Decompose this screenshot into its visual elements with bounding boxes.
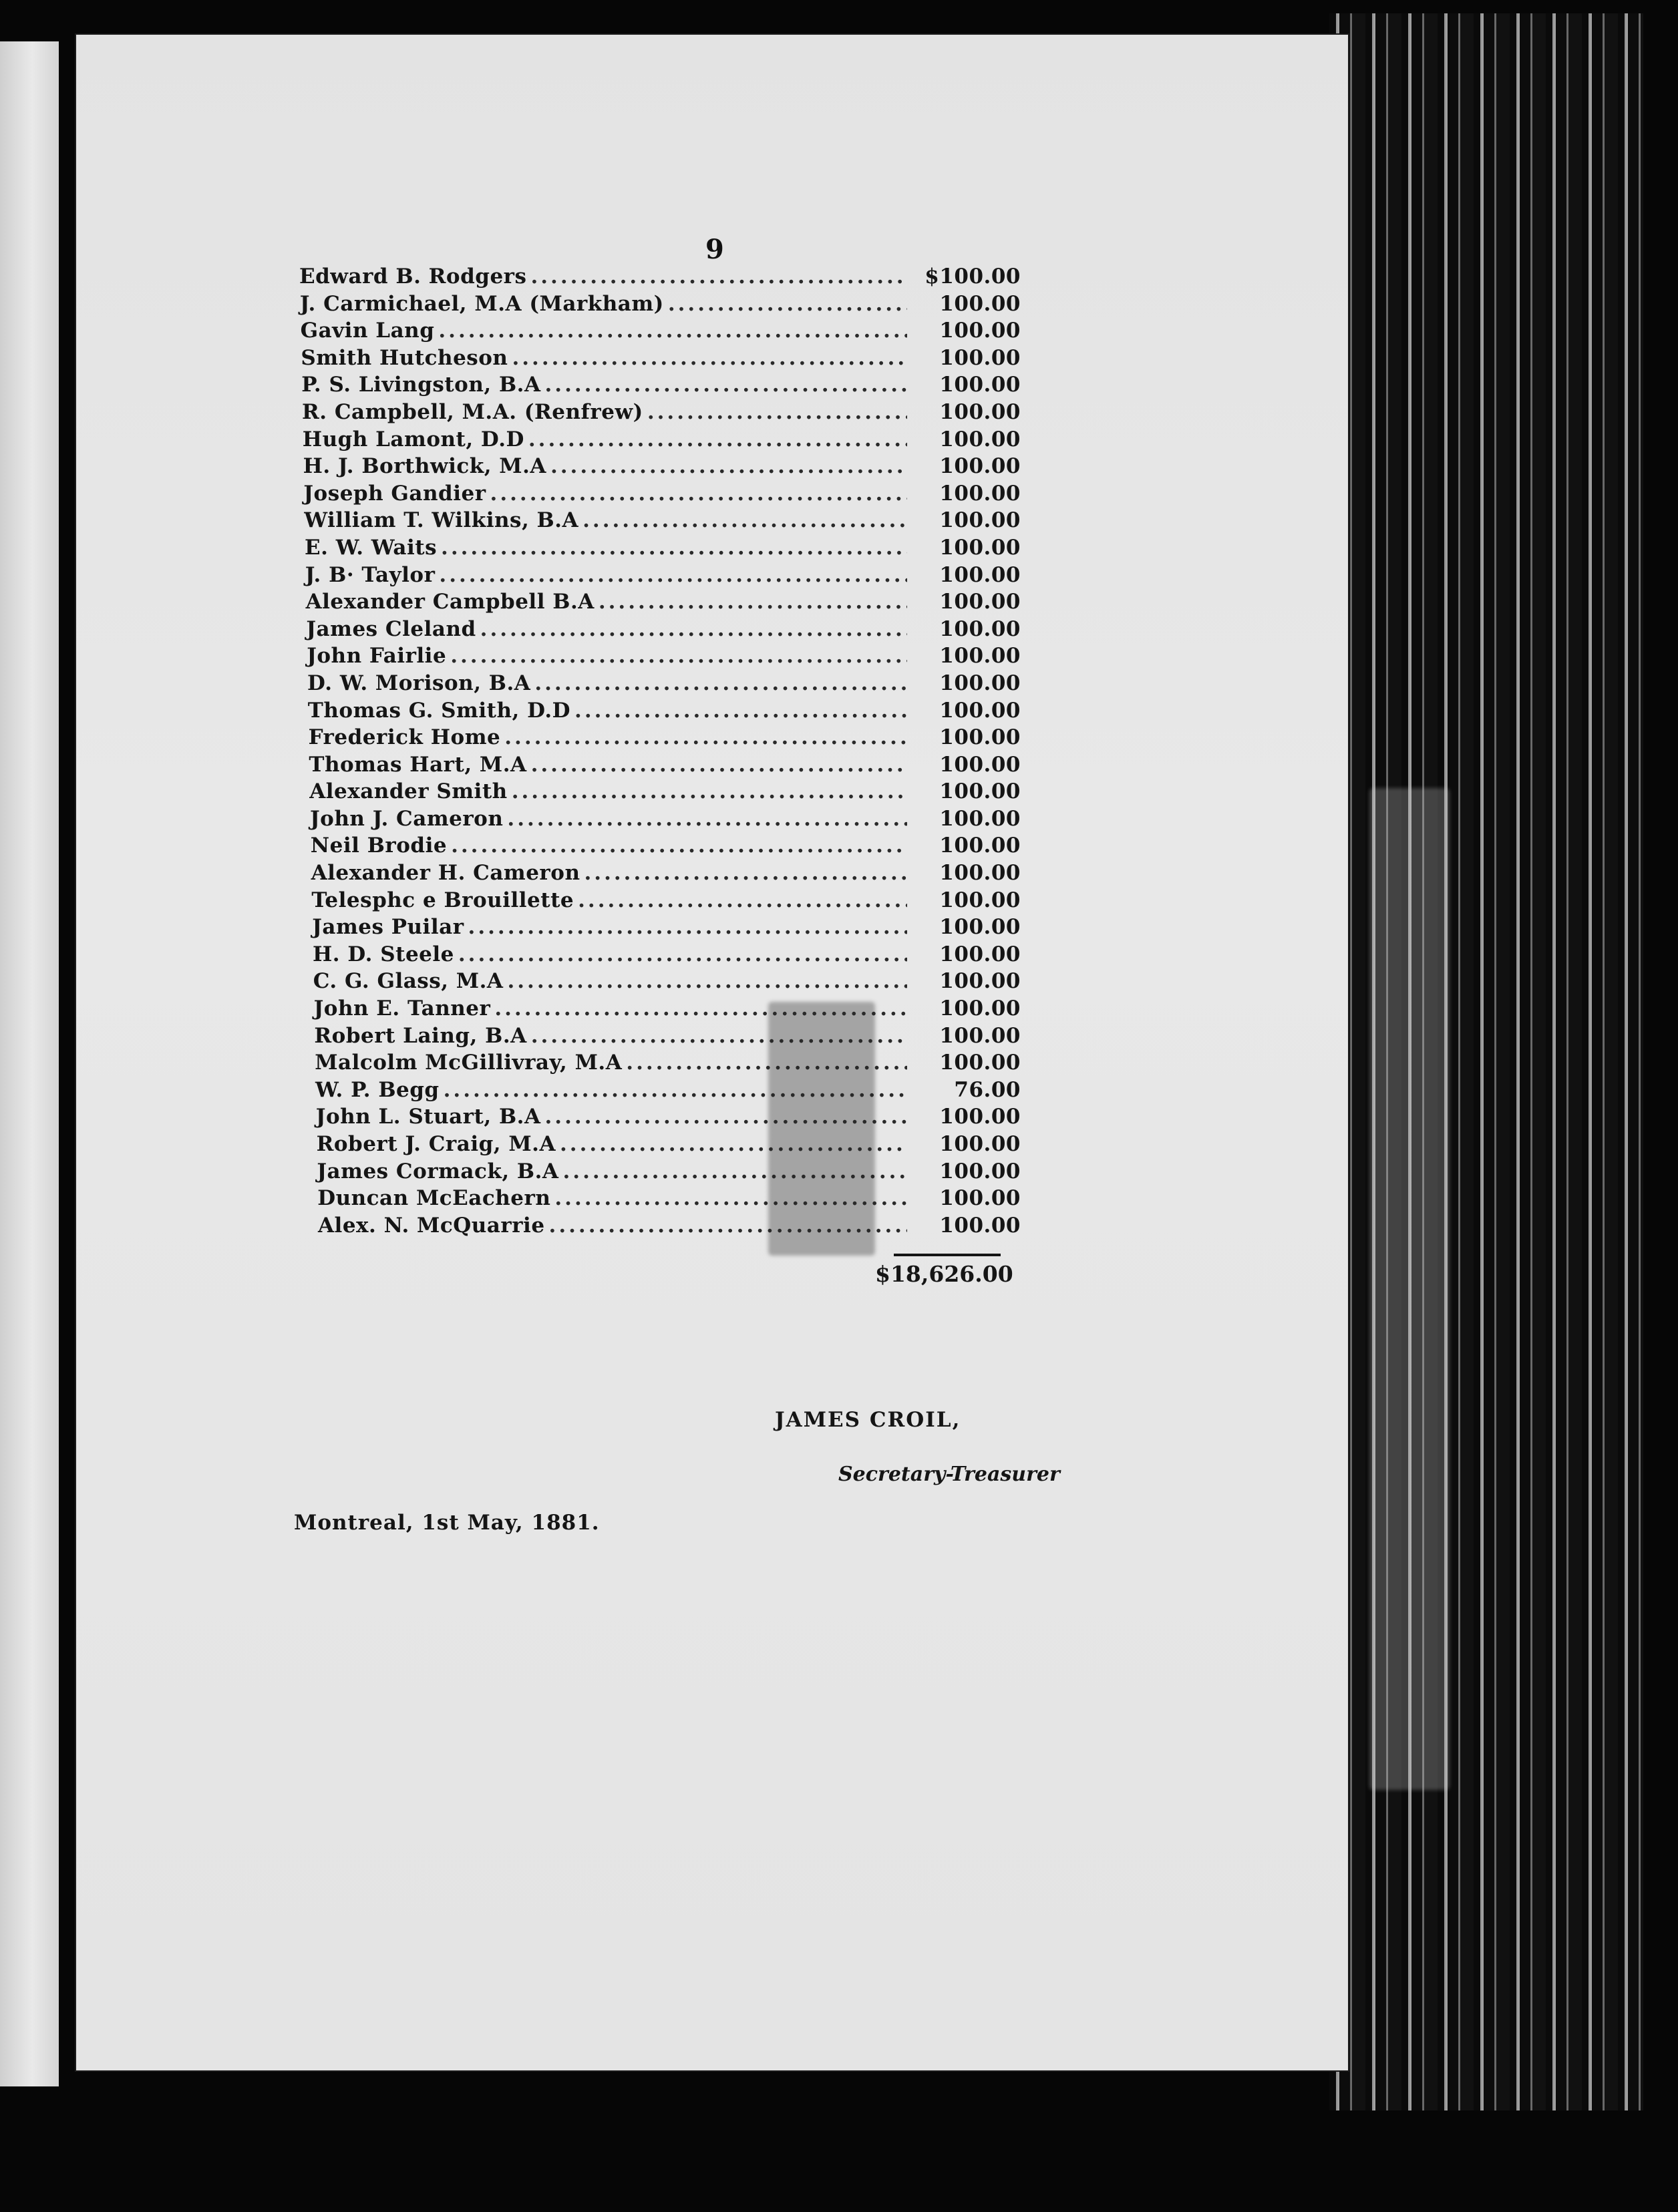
subscription-amount: 100.00 (939, 616, 1021, 641)
list-item (312, 915, 1021, 942)
subscription-amount: 100.00 (939, 373, 1021, 397)
dot-leader (439, 563, 907, 587)
dot-leader (490, 482, 907, 506)
print-smudge (768, 1002, 875, 1256)
list-item (309, 753, 1021, 780)
dot-leader (578, 888, 907, 912)
subscriber-name: R. Campbell, M.A. (Renfrew) (302, 399, 643, 424)
dot-leader (668, 292, 907, 316)
list-item (309, 725, 1021, 753)
subscription-amount: 100.00 (939, 779, 1021, 804)
dot-leader (450, 644, 907, 668)
subscriber-name: Robert J. Craig, M.A (316, 1132, 556, 1156)
subscription-amount: 100.00 (939, 1159, 1021, 1183)
subscriber-name: John Fairlie (307, 644, 447, 669)
list-item (305, 536, 1021, 563)
signatory-name: JAMES CROIL, (775, 1408, 961, 1432)
list-item (315, 1051, 1021, 1078)
subscriber-name: Hugh Lamont, D.D (302, 427, 524, 451)
subscriber-name: Thomas Hart, M.A (309, 752, 527, 777)
subscriber-name: H. D. Steele (313, 942, 454, 966)
subscription-amount: 100.00 (939, 427, 1021, 451)
list-item (303, 482, 1021, 509)
list-item (310, 807, 1021, 834)
subscriber-name: J. Carmichael, M.A (Markham) (299, 291, 664, 316)
dot-leader (599, 590, 907, 614)
subscription-amount: $100.00 (925, 264, 1021, 289)
list-item (302, 400, 1021, 427)
subscription-amount: 100.00 (939, 1132, 1021, 1156)
dot-leader (438, 319, 907, 343)
dot-leader (458, 942, 907, 966)
dot-leader (512, 779, 907, 803)
list-item (306, 617, 1021, 644)
list-item (299, 264, 1021, 292)
total-rule (894, 1254, 1001, 1256)
list-item (313, 969, 1021, 996)
dot-leader (530, 264, 907, 289)
subscription-amount: 100.00 (939, 996, 1021, 1021)
signatory-title: Secretary-Treasurer (838, 1463, 1060, 1486)
subscription-amount: 100.00 (939, 888, 1021, 912)
subscriber-name: W. P. Begg (315, 1077, 440, 1102)
print-smudge (1369, 788, 1450, 1790)
list-item (309, 779, 1021, 807)
dot-leader (528, 427, 907, 451)
dot-leader (504, 725, 907, 749)
subscription-amount: 100.00 (939, 590, 1021, 614)
dot-leader (550, 454, 907, 478)
dot-leader (480, 617, 907, 641)
subscriber-name: J. B· Taylor (305, 562, 436, 587)
subscriber-name: D. W. Morison, B.A (307, 671, 531, 695)
subscription-amount: 100.00 (939, 725, 1021, 750)
dateline: Montreal, 1st May, 1881. (294, 1511, 600, 1535)
list-item (311, 834, 1021, 861)
list-item (308, 699, 1021, 726)
subscriber-name: James Cleland (306, 616, 476, 641)
dot-leader (468, 915, 907, 939)
subscription-amount: 100.00 (939, 861, 1021, 886)
subscription-amount: 100.00 (939, 1023, 1021, 1048)
list-item (317, 1186, 1021, 1214)
subscription-amount: 100.00 (939, 481, 1021, 506)
subscription-amount: 100.00 (939, 454, 1021, 479)
subscription-amount: 100.00 (939, 698, 1021, 723)
list-item (314, 996, 1021, 1024)
subscriber-name: Telesphc e Brouillette (311, 888, 574, 912)
subscriber-name: Malcolm McGillivray, M.A (315, 1051, 623, 1075)
subscriber-name: Frederick Home (308, 725, 501, 750)
subscription-amount: 100.00 (939, 806, 1021, 831)
subscriber-name: Duncan McEachern (317, 1186, 551, 1211)
list-item (316, 1105, 1021, 1132)
dot-leader (441, 536, 907, 560)
subscription-amount: 100.00 (939, 644, 1021, 669)
previous-page-edge (0, 41, 59, 2086)
subscription-amount: 100.00 (939, 969, 1021, 994)
subscriber-name: Alexander H. Cameron (311, 861, 580, 886)
list-item (307, 671, 1021, 699)
subscriber-name: Alex. N. McQuarrie (318, 1213, 545, 1238)
list-item (311, 888, 1021, 916)
list-item (317, 1159, 1021, 1187)
subscription-amount: 100.00 (939, 508, 1021, 533)
subscription-amount: 100.00 (939, 942, 1021, 966)
subscriber-name: William T. Wilkins, B.A (304, 508, 579, 533)
subscriber-name: Alexander Campbell B.A (305, 590, 595, 614)
dot-leader (582, 508, 907, 532)
list-item (301, 373, 1021, 400)
page-number: 9 (705, 234, 724, 265)
subscriber-name: John L. Stuart, B.A (315, 1105, 541, 1129)
subscriber-name: James Puilar (312, 915, 464, 940)
subscription-amount: 100.00 (939, 291, 1021, 316)
subscriber-list (299, 264, 1021, 1240)
subscriber-name: Gavin Lang (300, 319, 435, 343)
subscriber-name: Robert Laing, B.A (314, 1023, 527, 1048)
subscription-amount: 100.00 (939, 319, 1021, 343)
dot-leader (574, 699, 907, 723)
dot-leader (584, 861, 907, 885)
subscription-amount: 100.00 (939, 915, 1021, 940)
dot-leader (512, 346, 907, 370)
subscription-amount: 100.00 (939, 562, 1021, 587)
list-item (303, 427, 1021, 455)
subscriber-name: E. W. Waits (305, 535, 438, 560)
list-item (318, 1214, 1021, 1241)
subscription-amount: 100.00 (939, 1051, 1021, 1075)
subscriber-name: John J. Cameron (310, 806, 504, 831)
list-item (301, 346, 1021, 373)
list-item (315, 1078, 1021, 1105)
subscription-amount: 100.00 (939, 1105, 1021, 1129)
subscriber-name: Alexander Smith (309, 779, 508, 804)
subscriber-name: Thomas G. Smith, D.D (307, 698, 571, 723)
subscriber-name: Smith Hutcheson (301, 345, 508, 370)
list-item (303, 454, 1021, 482)
dot-leader (545, 373, 907, 397)
subscriber-name: P. S. Livingston, B.A (301, 373, 541, 397)
subscriber-name: Joseph Gandier (303, 481, 486, 506)
list-item (307, 644, 1021, 671)
subscriber-name: H. J. Borthwick, M.A (303, 454, 546, 479)
dot-leader (531, 753, 907, 777)
subscription-amount: 100.00 (939, 399, 1021, 424)
list-item (306, 590, 1021, 617)
subscription-amount: 100.00 (939, 1186, 1021, 1211)
subscription-amount: 100.00 (939, 345, 1021, 370)
subscription-amount: 100.00 (939, 1213, 1021, 1238)
total-amount: $18,626.00 (875, 1261, 1013, 1287)
dot-leader (451, 834, 907, 858)
list-item (304, 508, 1021, 536)
list-item (313, 942, 1021, 970)
list-item (305, 563, 1021, 590)
subscription-amount: 100.00 (939, 752, 1021, 777)
list-item (301, 319, 1021, 346)
dot-leader (507, 807, 907, 831)
list-item (317, 1132, 1021, 1159)
subscriber-name: Edward B. Rodgers (299, 264, 527, 289)
dot-leader (507, 969, 907, 993)
list-item (314, 1024, 1021, 1051)
subscriber-name: James Cormack, B.A (317, 1159, 559, 1183)
subscription-amount: 100.00 (939, 671, 1021, 695)
subscriber-name: John E. Tanner (313, 996, 491, 1021)
subscriber-name: Neil Brodie (310, 834, 448, 858)
dot-leader (647, 400, 907, 424)
subscription-amount: 100.00 (939, 834, 1021, 858)
dot-leader (534, 671, 907, 695)
list-item (311, 861, 1021, 888)
subscription-amount: 100.00 (939, 535, 1021, 560)
subscription-amount: 76.00 (954, 1077, 1021, 1102)
subscriber-name: C. G. Glass, M.A (313, 969, 504, 994)
list-item (300, 292, 1021, 319)
